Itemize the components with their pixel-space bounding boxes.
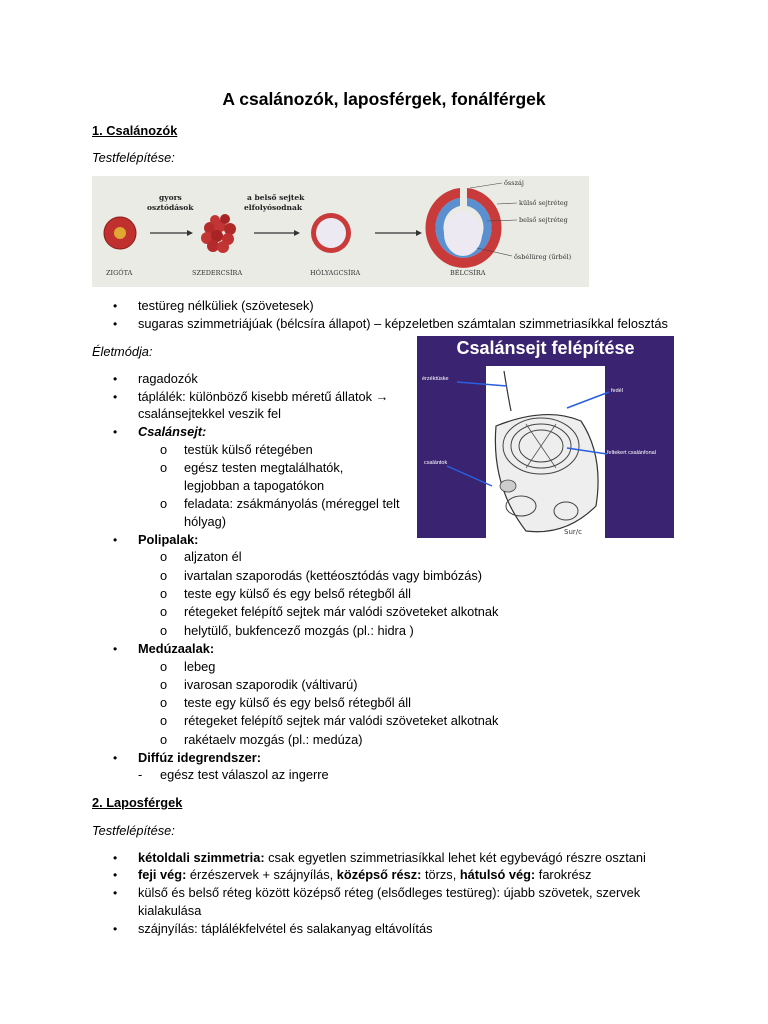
bullet: • xyxy=(113,372,118,386)
bullet-ketoldali-szimmetria: kétoldali szimmetria: csak egyetlen szimmetriasíkkal lehet két egybevágó részre osztani xyxy=(138,850,646,865)
arrow2-text-line2: elfolyósodnak xyxy=(244,203,303,212)
callout-osszaj: ősszáj xyxy=(504,179,524,187)
sub-marker: o xyxy=(160,604,168,619)
arrow2-text-line1: a belső sejtek xyxy=(247,193,305,202)
section-heading-laposfergek: 2. Laposférgek xyxy=(92,795,183,810)
bullet-taplalek-line2: csalánsejtekkel veszik fel xyxy=(138,406,281,421)
cnidocyte-structure-figure xyxy=(417,336,674,538)
sub-marker: o xyxy=(160,496,168,511)
bullet: • xyxy=(113,886,118,900)
sub-marker: o xyxy=(160,732,168,747)
label-erzektuske: érzéktüske xyxy=(422,376,449,382)
sub-item-cont: hólyag) xyxy=(184,514,226,529)
embryo-development-figure xyxy=(92,176,589,287)
bullet: • xyxy=(113,851,118,865)
sub-marker: o xyxy=(160,549,168,564)
section-heading-csalanozok: 1. Csalánozók xyxy=(92,123,178,138)
sub-item: rakétaelv mozgás (pl.: medúza) xyxy=(184,732,363,747)
sub-item: rétegeket felépítő sejtek már valódi szöveteket alkotnak xyxy=(184,713,499,728)
bullet-sugaras: sugaras szimmetriájúak (bélcsíra állapot) – képzeletben számtalan szimmetriasíkkal felosztás xyxy=(138,316,668,331)
bullet: • xyxy=(113,642,118,656)
sub-marker: o xyxy=(160,442,168,457)
dash-marker: - xyxy=(138,767,143,782)
morula-cluster xyxy=(201,214,236,253)
bullet: • xyxy=(113,868,118,882)
bullet-testureg: testüreg nélküliek (szövetesek) xyxy=(138,298,314,313)
sub-item: teste egy külső és egy belső rétegből áll xyxy=(184,695,411,710)
label-belcsira: BÉLCSÍRA xyxy=(450,269,486,277)
dash-item: egész test válaszol az ingerre xyxy=(160,767,329,782)
bullet-csalansejt: Csalánsejt: xyxy=(138,424,207,439)
sub-item: teste egy külső és egy belső rétegből áll xyxy=(184,586,411,601)
sub-item: feladata: zsákmányolás (méreggel telt xyxy=(184,496,400,511)
bullet: • xyxy=(113,299,118,313)
label-csalantok: csalántok xyxy=(424,460,448,466)
bullet: • xyxy=(113,751,118,765)
figure2-title: Csalánsejt felépítése xyxy=(456,338,635,358)
sub-marker: o xyxy=(160,568,168,583)
bullet: • xyxy=(113,317,118,331)
sub-item: testük külső rétegében xyxy=(184,442,313,457)
sub-item: lebeg xyxy=(184,659,216,674)
subheading-testfelepitese: Testfelépítése: xyxy=(92,150,175,165)
sub-marker: o xyxy=(160,677,168,692)
sub-marker: o xyxy=(160,586,168,601)
subheading-testfelepitese-2: Testfelépítése: xyxy=(92,823,175,838)
bullet-meduzaalak: Medúzaalak: xyxy=(138,641,215,656)
label-szedercsira: SZEDERCSÍRA xyxy=(192,269,243,277)
callout-belso-sejtreteg: belső sejtréteg xyxy=(519,216,568,224)
bullet-polipalak: Polipalak: xyxy=(138,532,199,547)
bullet: • xyxy=(113,533,118,547)
sub-marker: o xyxy=(160,695,168,710)
bullet: • xyxy=(113,425,118,439)
bullet-feji-veg: feji vég: érzészervek + szájnyílás, középső rész: törzs, hátulsó vég: farokrész xyxy=(138,867,592,882)
sub-item: ivarosan szaporodik (váltivarú) xyxy=(184,677,358,692)
label-fedel: fedél xyxy=(611,388,623,394)
bullet: • xyxy=(113,922,118,936)
sub-marker: o xyxy=(160,659,168,674)
page-title: A csalánozók, laposférgek, fonálférgek xyxy=(222,89,546,109)
bullet-ragadozok: ragadozók xyxy=(138,371,198,386)
bullet-szajnyilas: szájnyílás: táplálékfelvétel és salakanyag eltávolítás xyxy=(138,921,433,936)
callout-kulso-sejtreteg: külső sejtréteg xyxy=(519,199,568,207)
arrow1-text-line2: osztódások xyxy=(147,203,194,212)
sub-marker: o xyxy=(160,623,168,638)
subheading-eletmodja: Életmódja: xyxy=(92,344,153,359)
label-holyagcsira: HÓLYAGCSÍRA xyxy=(310,269,361,277)
sub-item: rétegeket felépítő sejtek már valódi szöveteket alkotnak xyxy=(184,604,499,619)
sub-item: ivartalan szaporodás (kettéosztódás vagy bimbózás) xyxy=(184,568,483,583)
bullet: • xyxy=(113,390,118,404)
sub-item: egész testen megtalálhatók, xyxy=(184,460,344,475)
sub-marker: o xyxy=(160,460,168,475)
bullet-kozepso-reteg-line1: külső és belső réteg között középső réteg (elsődleges testüreg): újabb szövetek, szervek xyxy=(138,885,641,900)
sub-item: helytülő, bukfencező mozgás (pl.: hidra ) xyxy=(184,623,414,638)
bullet-taplalek-line1: táplálék: különböző kisebb méretű állatok → xyxy=(138,389,389,404)
sub-marker: o xyxy=(160,713,168,728)
bullet-diffuz-idegrendszer: Diffúz idegrendszer: xyxy=(138,750,262,765)
label-zigota: ZIGÓTA xyxy=(106,269,133,277)
sub-item: aljzaton él xyxy=(184,549,242,564)
gastrula xyxy=(426,188,502,268)
bullet-kozepso-reteg-line2: kialakulása xyxy=(138,903,202,918)
arrow1-text-line1: gyors xyxy=(159,193,182,202)
drawing-signature: Sur/c xyxy=(564,528,582,536)
callout-osbelureg: ősbélüreg (űrbél) xyxy=(514,253,572,261)
label-feltekert-csalanfonal: feltekert csalánfonal xyxy=(607,450,656,456)
sub-item-cont: legjobban a tapogatókon xyxy=(184,478,325,493)
